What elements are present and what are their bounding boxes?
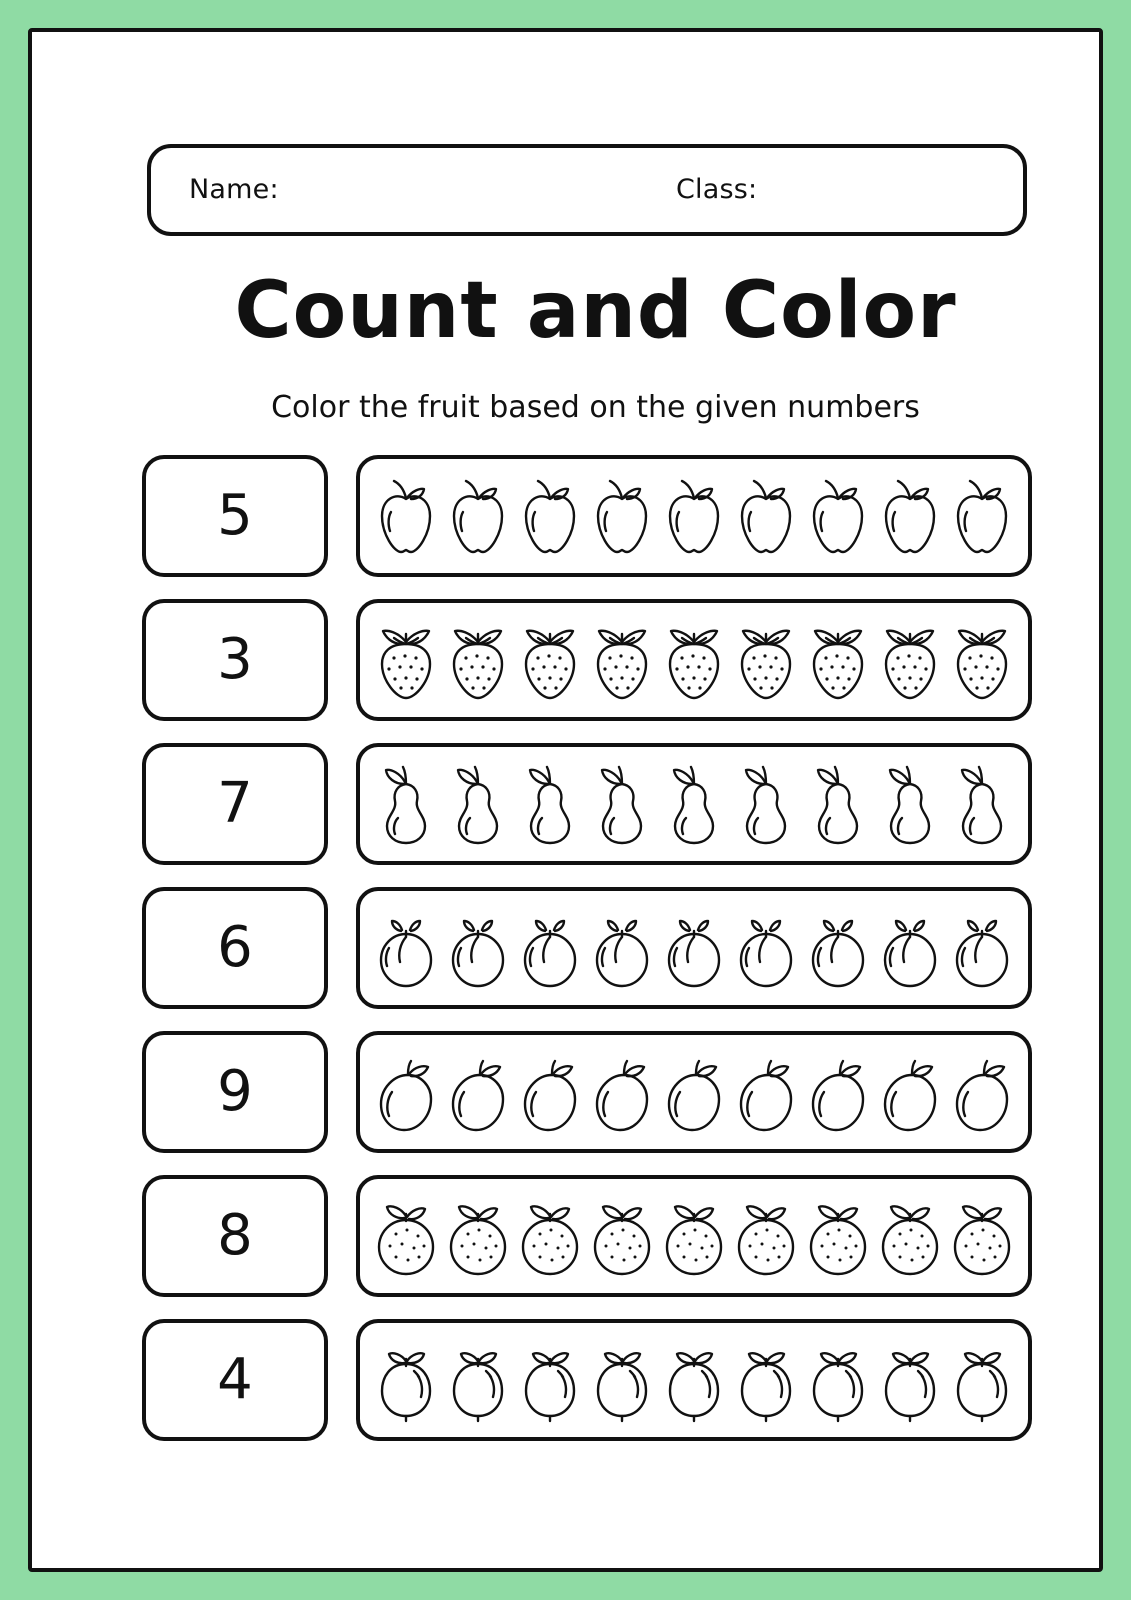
lemon-icon[interactable] xyxy=(878,1332,942,1428)
worksheet-rows xyxy=(142,455,1032,1463)
mango-icon[interactable] xyxy=(878,1044,942,1140)
plum-icon[interactable] xyxy=(734,900,798,996)
number-box xyxy=(142,743,328,865)
plum-icon[interactable] xyxy=(950,900,1014,996)
number-box xyxy=(142,599,328,721)
plum-icon[interactable] xyxy=(518,900,582,996)
mango-icon[interactable] xyxy=(806,1044,870,1140)
mango-icon[interactable] xyxy=(446,1044,510,1140)
student-info-bar xyxy=(147,144,1027,236)
strawberry-icon[interactable] xyxy=(590,612,654,708)
apple-icon[interactable] xyxy=(806,468,870,564)
strawberry-icon[interactable] xyxy=(374,612,438,708)
pear-icon[interactable] xyxy=(878,756,942,852)
pear-icon[interactable] xyxy=(806,756,870,852)
apple-icon[interactable] xyxy=(518,468,582,564)
lemon-icon[interactable] xyxy=(590,1332,654,1428)
fruit-strip xyxy=(356,887,1032,1009)
mango-icon[interactable] xyxy=(374,1044,438,1140)
strawberry-icon[interactable] xyxy=(734,612,798,708)
worksheet-row xyxy=(142,1319,1032,1441)
apple-icon[interactable] xyxy=(590,468,654,564)
lemon-icon[interactable] xyxy=(734,1332,798,1428)
row-number: 8 xyxy=(217,1203,253,1268)
apple-icon[interactable] xyxy=(662,468,726,564)
fruit-strip xyxy=(356,1175,1032,1297)
worksheet-inner xyxy=(62,60,1069,1540)
plum-icon[interactable] xyxy=(590,900,654,996)
strawberry-icon[interactable] xyxy=(950,612,1014,708)
row-number: 7 xyxy=(217,771,253,836)
worksheet-row xyxy=(142,743,1032,865)
strawberry-icon[interactable] xyxy=(662,612,726,708)
apple-icon[interactable] xyxy=(446,468,510,564)
orange-icon[interactable] xyxy=(878,1188,942,1284)
fruit-strip xyxy=(356,1319,1032,1441)
plum-icon[interactable] xyxy=(374,900,438,996)
orange-icon[interactable] xyxy=(374,1188,438,1284)
lemon-icon[interactable] xyxy=(806,1332,870,1428)
lemon-icon[interactable] xyxy=(950,1332,1014,1428)
apple-icon[interactable] xyxy=(374,468,438,564)
worksheet-row xyxy=(142,1031,1032,1153)
mango-icon[interactable] xyxy=(950,1044,1014,1140)
row-number: 4 xyxy=(217,1347,253,1412)
number-box xyxy=(142,1175,328,1297)
number-box xyxy=(142,887,328,1009)
orange-icon[interactable] xyxy=(806,1188,870,1284)
orange-icon[interactable] xyxy=(662,1188,726,1284)
orange-icon[interactable] xyxy=(446,1188,510,1284)
plum-icon[interactable] xyxy=(806,900,870,996)
orange-icon[interactable] xyxy=(734,1188,798,1284)
worksheet-row xyxy=(142,1175,1032,1297)
fruit-strip xyxy=(356,743,1032,865)
lemon-icon[interactable] xyxy=(446,1332,510,1428)
class-label: Class: xyxy=(676,174,758,205)
plum-icon[interactable] xyxy=(878,900,942,996)
strawberry-icon[interactable] xyxy=(878,612,942,708)
pear-icon[interactable] xyxy=(734,756,798,852)
row-number: 6 xyxy=(217,915,253,980)
page-title: Count and Color xyxy=(234,266,957,356)
fruit-strip xyxy=(356,455,1032,577)
apple-icon[interactable] xyxy=(734,468,798,564)
mango-icon[interactable] xyxy=(590,1044,654,1140)
page-subtitle: Color the fruit based on the given numbers xyxy=(271,390,920,425)
orange-icon[interactable] xyxy=(950,1188,1014,1284)
plum-icon[interactable] xyxy=(446,900,510,996)
orange-icon[interactable] xyxy=(518,1188,582,1284)
strawberry-icon[interactable] xyxy=(518,612,582,708)
apple-icon[interactable] xyxy=(950,468,1014,564)
number-box xyxy=(142,1031,328,1153)
mango-icon[interactable] xyxy=(662,1044,726,1140)
pear-icon[interactable] xyxy=(590,756,654,852)
fruit-strip xyxy=(356,599,1032,721)
number-box xyxy=(142,1319,328,1441)
lemon-icon[interactable] xyxy=(662,1332,726,1428)
number-box xyxy=(142,455,328,577)
plum-icon[interactable] xyxy=(662,900,726,996)
worksheet-row xyxy=(142,887,1032,1009)
pear-icon[interactable] xyxy=(662,756,726,852)
row-number: 9 xyxy=(217,1059,253,1124)
orange-icon[interactable] xyxy=(590,1188,654,1284)
pear-icon[interactable] xyxy=(950,756,1014,852)
apple-icon[interactable] xyxy=(878,468,942,564)
strawberry-icon[interactable] xyxy=(806,612,870,708)
mango-icon[interactable] xyxy=(734,1044,798,1140)
worksheet-page xyxy=(28,28,1103,1572)
pear-icon[interactable] xyxy=(446,756,510,852)
row-number: 3 xyxy=(217,627,253,692)
fruit-strip xyxy=(356,1031,1032,1153)
pear-icon[interactable] xyxy=(518,756,582,852)
lemon-icon[interactable] xyxy=(374,1332,438,1428)
strawberry-icon[interactable] xyxy=(446,612,510,708)
name-label: Name: xyxy=(189,174,279,205)
mango-icon[interactable] xyxy=(518,1044,582,1140)
worksheet-row xyxy=(142,455,1032,577)
lemon-icon[interactable] xyxy=(518,1332,582,1428)
row-number: 5 xyxy=(217,483,253,548)
pear-icon[interactable] xyxy=(374,756,438,852)
worksheet-row xyxy=(142,599,1032,721)
